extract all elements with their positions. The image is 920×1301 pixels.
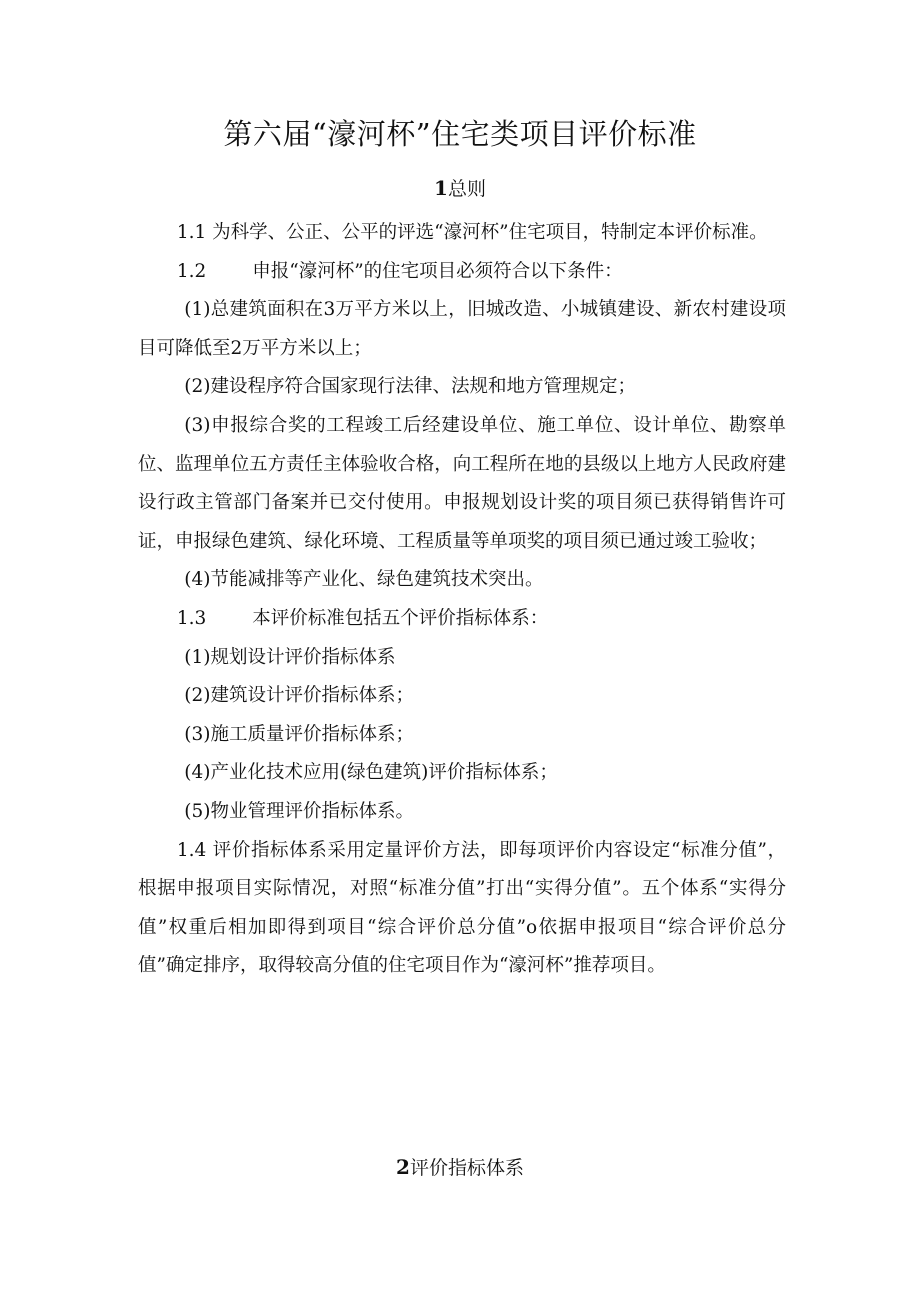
item-text: 物业管理评价指标体系。 [210,800,414,822]
section-title: 总则 [447,178,486,200]
section-number: 1 [434,176,448,200]
clause-number: 1.2 [176,260,207,282]
list-item [138,716,786,755]
item-marker: (3) [184,414,211,436]
item-marker: (1) [184,299,211,321]
clause-number: 1.3 [176,607,207,629]
list-item [138,677,786,716]
item-text: 总建筑面积在3万平方米以上，旧城改造、小城镇建设、新农村建设项目可降低至2万平方米以上； [138,299,786,359]
item-text: 建设程序符合国家现行法律、法规和地方管理规定； [210,376,636,398]
item-marker: (2) [184,685,211,707]
item-marker: (1) [184,646,211,668]
clause-number: 1.4 [176,839,207,861]
item-marker: (2) [184,376,211,398]
section-heading-1 [0,174,920,201]
section-heading-2 [0,1153,920,1180]
document-title: 第六届“濠河杯”住宅类项目评价标准 [223,117,697,151]
list-item [138,793,786,832]
clause-text: 申报“濠河杯”的住宅项目必须符合以下条件： [252,260,623,282]
section-number: 2 [396,1155,410,1179]
list-item [138,754,786,793]
clause-number: 1.1 [176,222,207,243]
list-item [138,368,786,407]
item-text: 施工质量评价指标体系； [210,723,414,745]
paragraph-1-4 [138,832,786,986]
paragraph-1-2 [138,253,786,292]
list-item [138,407,786,561]
item-marker: (4) [184,762,211,784]
list-item [138,639,786,678]
item-text: 产业化技术应用(绿色建筑)评价指标体系； [210,762,558,784]
document-body [138,214,786,986]
list-item [138,561,786,600]
item-text: 规划设计评价指标体系 [210,646,396,668]
item-marker: (4) [184,569,211,591]
list-item [138,291,786,368]
item-text: 建筑设计评价指标体系； [210,685,414,707]
clause-text: 为科学、公正、公平的评选“濠河杯”住宅项目，特制定本评价标准。 [212,222,768,243]
item-text: 申报综合奖的工程竣工后经建设单位、施工单位、设计单位、勘察单位、监理单位五方责任主体验收合格，向工程所在地的县级以上地方人民政府建设行政主管部门备案并已交付使用。申报规划设计奖的项目须已获得销售许可证，申报绿色建筑、绿化环境、工程质量等单项奖的项目须已通过竣工验收； [138,414,786,552]
item-marker: (5) [184,800,211,822]
item-marker: (3) [184,723,211,745]
clause-text: 评价指标体系采用定量评价方法，即每项评价内容设定“标准分值”，根据申报项目实际情况，对照“标准分值”打出“实得分值”。五个体系“实得分值”权重后相加即得到项目“综合评价总分值”o依据申报项目“综合评价总分值”确定排序，取得较高分值的住宅项目作为“濠河杯”推荐项目。 [138,839,786,977]
paragraph-1-3 [138,600,786,639]
clause-text: 本评价标准包括五个评价指标体系： [252,607,549,629]
paragraph-1-1 [138,214,786,253]
section-title: 评价指标体系 [409,1157,524,1179]
item-text: 节能减排等产业化、绿色建筑技术突出。 [210,569,544,591]
